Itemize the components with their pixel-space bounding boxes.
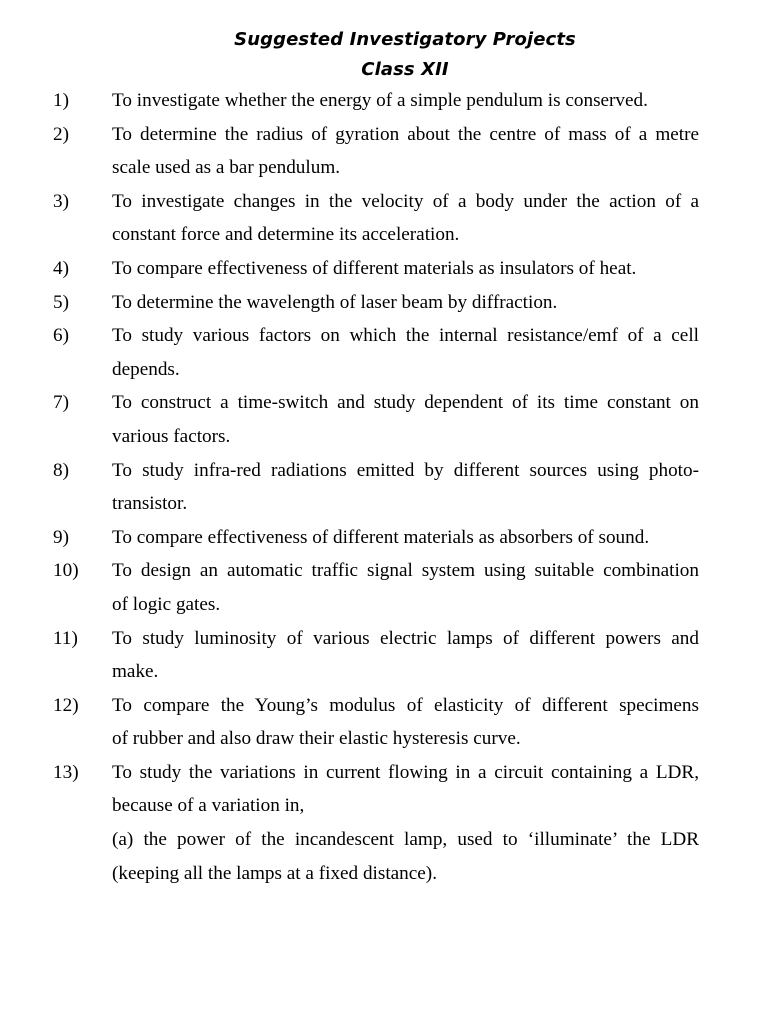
project-number: 2) xyxy=(53,123,69,145)
project-text-line: depends. xyxy=(112,358,180,380)
document-title: Suggested Investigatory Projects xyxy=(234,29,576,50)
project-text-line: To compare effectiveness of different materials as absorbers of sound. xyxy=(112,526,650,548)
project-item xyxy=(53,252,699,286)
project-text xyxy=(112,185,699,252)
project-text-line: To compare effectiveness of different materials as insulators of heat. xyxy=(112,257,637,279)
project-number: 1) xyxy=(53,90,69,111)
project-item xyxy=(53,622,699,689)
project-number: 10) xyxy=(53,560,79,582)
project-text-line: To investigate whether the energy of a simple pendulum is conserved. xyxy=(112,90,648,111)
project-list xyxy=(53,84,699,890)
project-text-line: constant force and determine its acceleration. xyxy=(112,224,460,246)
project-text xyxy=(112,84,699,118)
project-text xyxy=(112,319,699,386)
project-text-line: of rubber and also draw their elastic hysteresis curve. xyxy=(112,728,521,750)
project-number: 8) xyxy=(53,459,69,481)
project-text-line: To investigate changes in the velocity of a body under the action of a xyxy=(112,190,699,212)
project-item xyxy=(53,319,699,386)
project-text-line: To determine the wavelength of laser beam by diffraction. xyxy=(112,291,558,313)
project-number: 9) xyxy=(53,526,69,548)
document-subtitle: Class XII xyxy=(361,59,449,80)
project-number: 13) xyxy=(53,761,79,783)
project-item xyxy=(53,454,699,521)
project-text-line: To study the variations in current flowing in a circuit containing a LDR, xyxy=(112,761,699,783)
project-item xyxy=(53,286,699,320)
project-text xyxy=(112,756,699,890)
project-item xyxy=(53,386,699,453)
project-number: 4) xyxy=(53,257,69,279)
project-number: 12) xyxy=(53,694,79,716)
project-text-line: transistor. xyxy=(112,493,188,515)
project-text-line: To determine the radius of gyration about the centre of mass of a metre xyxy=(112,123,699,145)
project-text xyxy=(112,286,699,320)
project-text xyxy=(112,454,699,521)
project-text-line: because of a variation in, xyxy=(112,795,305,817)
project-text xyxy=(112,118,699,185)
project-text-line: various factors. xyxy=(112,425,231,447)
project-item xyxy=(53,554,699,621)
project-text-line: To construct a time-switch and study dependent of its time constant on xyxy=(112,392,699,414)
project-text-line: of logic gates. xyxy=(112,593,221,615)
project-text xyxy=(112,622,699,689)
project-number: 3) xyxy=(53,190,69,212)
project-text xyxy=(112,521,699,555)
project-item xyxy=(53,84,699,118)
project-text xyxy=(112,554,699,621)
project-number: 11) xyxy=(53,627,78,649)
project-number: 6) xyxy=(53,325,69,347)
project-item xyxy=(53,118,699,185)
project-text-line: To compare the Young’s modulus of elasticity of different specimens xyxy=(112,694,699,716)
project-text xyxy=(112,689,699,756)
project-number: 7) xyxy=(53,392,69,414)
project-text xyxy=(112,252,699,286)
project-text-line: To design an automatic traffic signal system using suitable combination xyxy=(112,560,699,582)
project-text-line: To study luminosity of various electric lamps of different powers and xyxy=(112,627,699,649)
project-text xyxy=(112,386,699,453)
project-text-line: (a) the power of the incandescent lamp, used to ‘illuminate’ the LDR xyxy=(112,829,699,851)
project-item xyxy=(53,689,699,756)
project-item xyxy=(53,185,699,252)
project-text-line: To study various factors on which the internal resistance/emf of a cell xyxy=(112,325,699,347)
project-text-line: scale used as a bar pendulum. xyxy=(112,157,341,179)
project-text-line: To study infra-red radiations emitted by different sources using photo- xyxy=(112,459,699,481)
project-item xyxy=(53,521,699,555)
project-item xyxy=(53,756,699,890)
project-text-line: (keeping all the lamps at a fixed distance). xyxy=(112,862,437,884)
project-text-line: make. xyxy=(112,661,159,683)
project-number: 5) xyxy=(53,291,69,313)
